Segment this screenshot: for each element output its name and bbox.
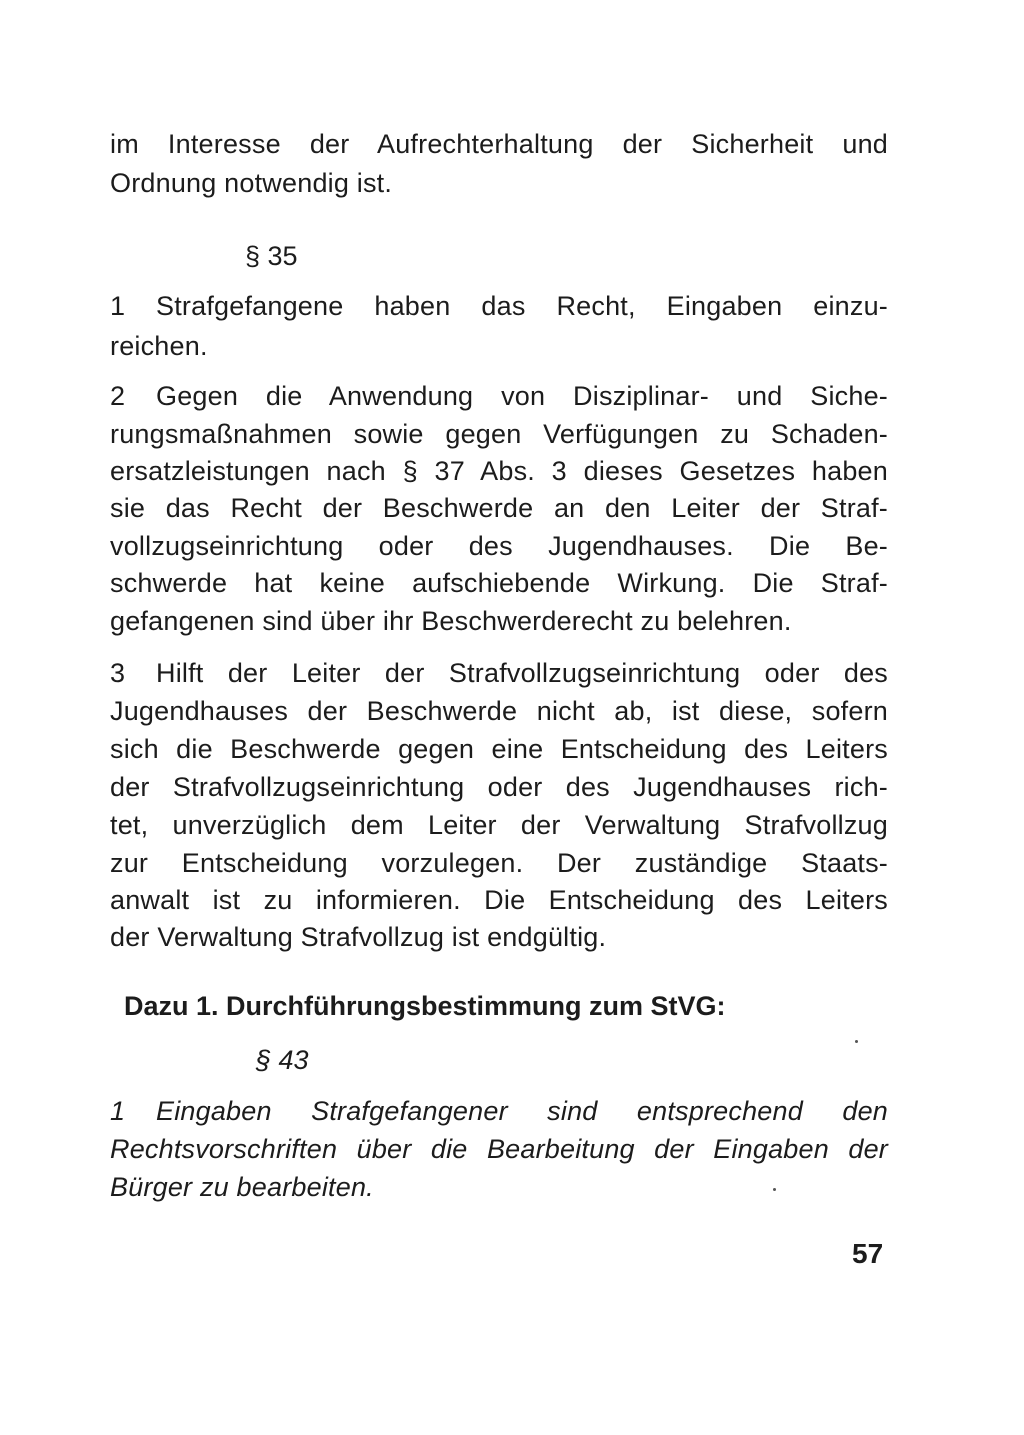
- page-number: 57: [852, 1238, 884, 1269]
- paragraph-1-line: [110, 288, 888, 324]
- text-line: Bürger zu bearbeiten.: [110, 1172, 374, 1202]
- paragraph-number: 1: [110, 1096, 126, 1126]
- text-line: reichen.: [110, 331, 208, 361]
- paragraph-3-line: [110, 655, 888, 691]
- text-line: rungsmaßnahmen sowie gegen Verfügungen zu Schaden-: [110, 419, 888, 449]
- paragraph-number: 1: [110, 291, 126, 321]
- paragraph-text: Strafgefangene haben das Recht, Eingaben einzu-: [156, 291, 888, 321]
- text-line: der Strafvollzugseinrichtung oder des Jugendhauses rich-: [110, 772, 888, 802]
- text-line: zur Entscheidung vorzulegen. Der zuständige Staats-: [110, 848, 888, 878]
- paragraph-text: Eingaben Strafgefangener sind entsprechend den: [156, 1096, 888, 1126]
- paragraph-2-line: [110, 378, 888, 414]
- text-line: ersatzleistungen nach § 37 Abs. 3 dieses Gesetzes haben: [110, 456, 888, 486]
- text-line: schwerde hat keine aufschiebende Wirkung. Die Straf-: [110, 568, 888, 598]
- section-heading-35: § 35: [245, 241, 298, 271]
- text-line: im Interesse der Aufrechterhaltung der Sicherheit und: [110, 129, 888, 159]
- text-line: vollzugseinrichtung oder des Jugendhauses. Die Be-: [110, 531, 888, 561]
- paragraph-text: Gegen die Anwendung von Disziplinar- und Siche-: [156, 381, 888, 411]
- section-heading-43: § 43: [256, 1045, 309, 1075]
- text-line: der Verwaltung Strafvollzug ist endgültig.: [110, 922, 607, 952]
- text-line: sie das Recht der Beschwerde an den Leiter der Straf-: [110, 493, 888, 523]
- paragraph-number: 2: [110, 381, 126, 411]
- text-line: Ordnung notwendig ist.: [110, 168, 393, 198]
- text-line: tet, unverzüglich dem Leiter der Verwaltung Strafvollzug: [110, 810, 888, 840]
- paragraph-number: 3: [110, 658, 126, 688]
- text-line: sich die Beschwerde gegen eine Entscheidung des Leiters: [110, 734, 888, 764]
- paragraph-1-line: [110, 1093, 888, 1129]
- text-line: Rechtsvorschriften über die Bearbeitung der Eingaben der: [110, 1134, 888, 1164]
- print-speck: [773, 1188, 776, 1191]
- implementing-rule-heading: Dazu 1. Durchführungsbestimmung zum StVG:: [124, 991, 726, 1021]
- text-line: gefangenen sind über ihr Beschwerderecht zu belehren.: [110, 606, 792, 636]
- text-line: anwalt ist zu informieren. Die Entscheidung des Leiters: [110, 885, 888, 915]
- paragraph-text: Hilft der Leiter der Strafvollzugseinrichtung oder des: [156, 658, 888, 688]
- print-speck: [855, 1040, 858, 1043]
- text-line: Jugendhauses der Beschwerde nicht ab, ist diese, sofern: [110, 696, 888, 726]
